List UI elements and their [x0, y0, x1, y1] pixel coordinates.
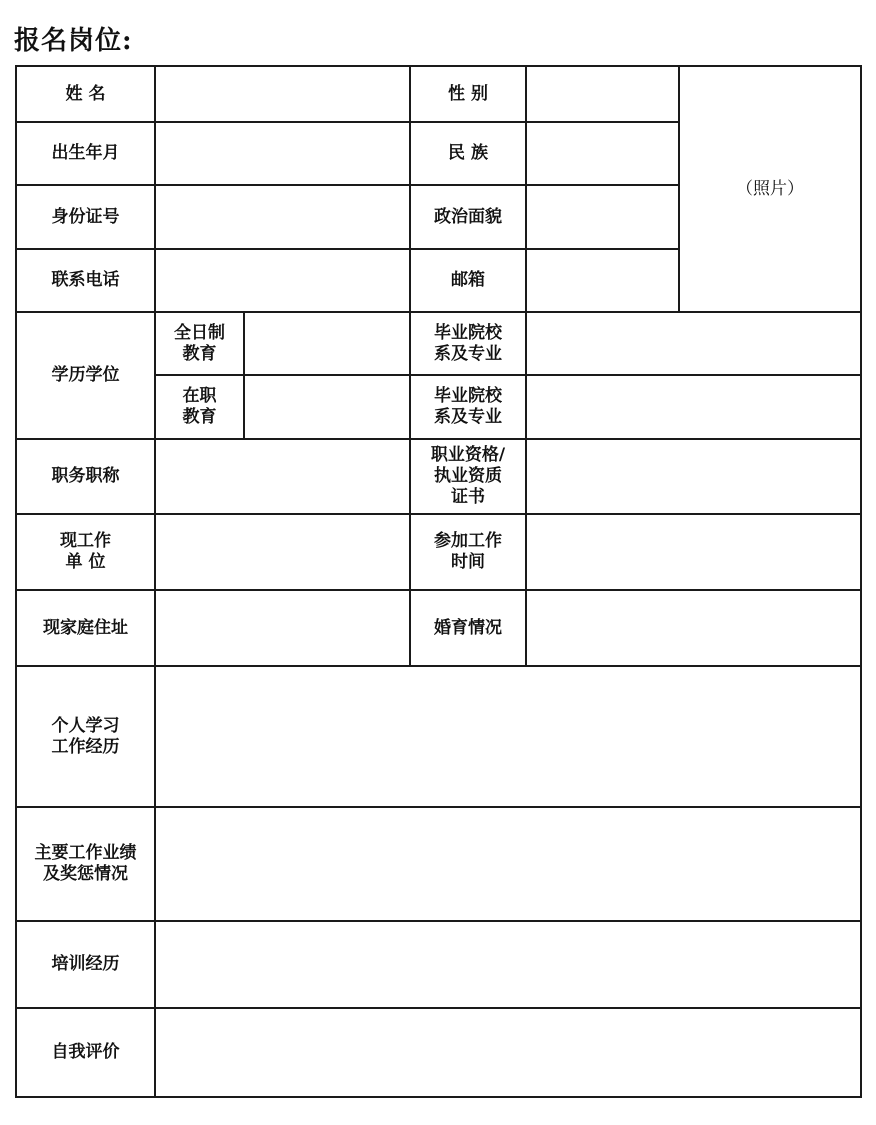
name-label: 姓 名 — [16, 66, 155, 122]
training-label: 培训经历 — [16, 921, 155, 1008]
inservice-edu-label: 在职 教育 — [155, 375, 244, 439]
study-work-history-field[interactable] — [155, 666, 861, 807]
birth-field[interactable] — [155, 122, 410, 185]
marital-status-label: 婚育情况 — [410, 590, 526, 666]
position-title-label: 职务职称 — [16, 439, 155, 514]
school-major-field-1[interactable] — [526, 312, 861, 375]
political-status-label: 政治面貌 — [410, 185, 526, 249]
email-field[interactable] — [526, 249, 679, 312]
photo-label: （照片） — [736, 179, 804, 199]
phone-label: 联系电话 — [16, 249, 155, 312]
email-label: 邮箱 — [410, 249, 526, 312]
study-work-history-label: 个人学习 工作经历 — [16, 666, 155, 807]
photo-box[interactable] — [679, 66, 861, 312]
political-status-field[interactable] — [526, 185, 679, 249]
form-title: 报名岗位: — [14, 26, 133, 56]
gender-label: 性 别 — [410, 66, 526, 122]
fulltime-edu-field[interactable] — [244, 312, 410, 375]
address-field[interactable] — [155, 590, 410, 666]
ethnicity-field[interactable] — [526, 122, 679, 185]
name-field[interactable] — [155, 66, 410, 122]
training-field[interactable] — [155, 921, 861, 1008]
achievements-label: 主要工作业绩 及奖惩情况 — [16, 807, 155, 921]
id-number-label: 身份证号 — [16, 185, 155, 249]
education-degree-label: 学历学位 — [16, 312, 155, 439]
work-start-field[interactable] — [526, 514, 861, 590]
self-evaluation-field[interactable] — [155, 1008, 861, 1097]
work-start-label: 参加工作 时间 — [410, 514, 526, 590]
marital-status-field[interactable] — [526, 590, 861, 666]
address-label: 现家庭住址 — [16, 590, 155, 666]
position-title-field[interactable] — [155, 439, 410, 514]
application-form-table — [15, 65, 862, 1098]
phone-field[interactable] — [155, 249, 410, 312]
self-evaluation-label: 自我评价 — [16, 1008, 155, 1097]
current-employer-field[interactable] — [155, 514, 410, 590]
inservice-edu-field[interactable] — [244, 375, 410, 439]
certificate-field[interactable] — [526, 439, 861, 514]
school-major-label-2: 毕业院校 系及专业 — [410, 375, 526, 439]
gender-field[interactable] — [526, 66, 679, 122]
certificate-label: 职业资格/ 执业资质 证书 — [410, 439, 526, 514]
achievements-field[interactable] — [155, 807, 861, 921]
ethnicity-label: 民 族 — [410, 122, 526, 185]
school-major-field-2[interactable] — [526, 375, 861, 439]
birth-label: 出生年月 — [16, 122, 155, 185]
school-major-label-1: 毕业院校 系及专业 — [410, 312, 526, 375]
id-number-field[interactable] — [155, 185, 410, 249]
fulltime-edu-label: 全日制 教育 — [155, 312, 244, 375]
current-employer-label: 现工作 单 位 — [16, 514, 155, 590]
